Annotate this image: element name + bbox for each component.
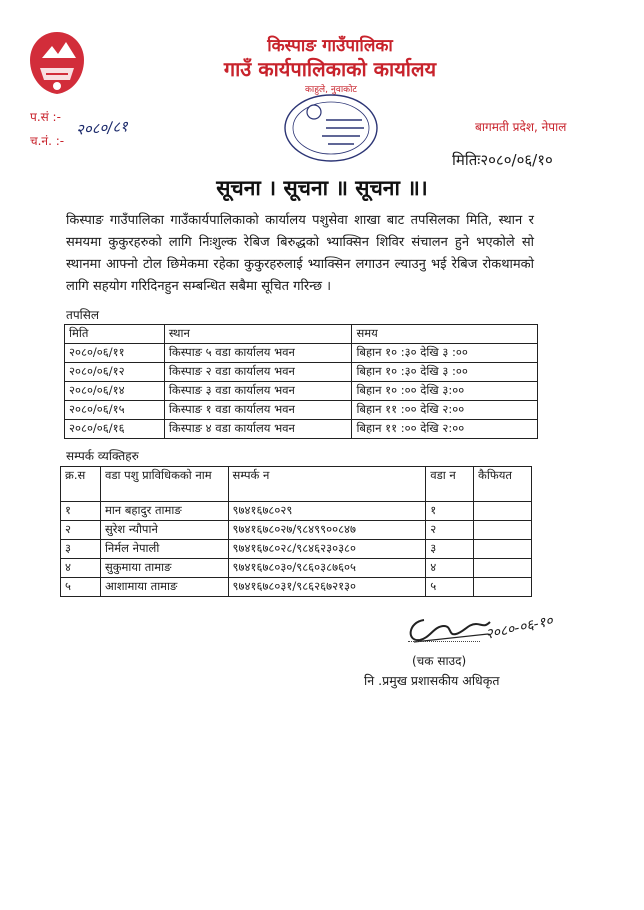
remarks-cell bbox=[474, 578, 532, 597]
phone-cell: ९७४१६७८०३०/९८६०३८७६०५ bbox=[228, 559, 426, 578]
table-header-row bbox=[65, 325, 538, 344]
table-row bbox=[65, 363, 538, 382]
header-cell: स्थान bbox=[164, 325, 352, 344]
ward-cell: ५ bbox=[426, 578, 474, 597]
table-header-row bbox=[61, 467, 532, 502]
contacts-table bbox=[60, 466, 532, 597]
signature-date: २०८०-०६-१० bbox=[484, 613, 555, 643]
header-cell: वडा पशु प्राविधिकको नाम bbox=[100, 467, 228, 502]
ward-cell: ४ bbox=[426, 559, 474, 578]
office-stamp bbox=[282, 92, 380, 164]
place-cell: किस्पाङ ४ वडा कार्यालय भवन bbox=[164, 420, 352, 439]
signer-title: नि .प्रमुख प्रशासकीय अधिकृत bbox=[364, 673, 500, 688]
phone-cell: ९७४१६७८०२९ bbox=[228, 502, 426, 521]
place-cell: किस्पाङ १ वडा कार्यालय भवन bbox=[164, 401, 352, 420]
header-cell: क्र.स bbox=[61, 467, 101, 502]
date-cell: २०८०/०६/१२ bbox=[65, 363, 165, 382]
serial-cell: १ bbox=[61, 502, 101, 521]
time-cell: बिहान ११ :०० देखि २:०० bbox=[352, 420, 538, 439]
header-cell: सम्पर्क न bbox=[228, 467, 426, 502]
ps-label: प.सं :- bbox=[30, 110, 61, 124]
chn-handwritten-value: २०८०/८१ bbox=[75, 117, 129, 139]
serial-cell: ३ bbox=[61, 540, 101, 559]
place-cell: किस्पाङ २ वडा कार्यालय भवन bbox=[164, 363, 352, 382]
date-cell: २०८०/०६/११ bbox=[65, 344, 165, 363]
schedule-table bbox=[64, 324, 538, 439]
signer-name: (चक साउद) bbox=[412, 654, 467, 668]
place-cell: किस्पाङ ३ वडा कार्यालय भवन bbox=[164, 382, 352, 401]
remarks-cell bbox=[474, 540, 532, 559]
ward-cell: २ bbox=[426, 521, 474, 540]
notice-body: किस्पाङ गाउँपालिका गाउँकार्यपालिकाको कार्यालय पशुसेवा शाखा बाट तपसिलका मिति, स्थान र समयमा कुकुरहरुको लागि निःशुल्क रेबिज बिरुद्धको भ्याक्सिन शिविर संचालन हुने भएकोले सो स्थानमा आफ्नो टोल छिमेकमा रहेका कुकुरहरुलाई भ्याक्सिन लगाउन ल्याउनु भई रेबिज रोकथामको लागि सहयोग गरिदिनहुन सम्बन्धित सबैमा सूचित गरिन्छ । bbox=[66, 213, 534, 294]
signature-line bbox=[408, 641, 480, 642]
name-cell: मान बहादुर तामाङ bbox=[100, 502, 228, 521]
serial-cell: ४ bbox=[61, 559, 101, 578]
table-row bbox=[61, 578, 532, 597]
schedule-label: तपसिल bbox=[66, 308, 100, 322]
table-row bbox=[61, 502, 532, 521]
contacts-label: सम्पर्क व्यक्तिहरु bbox=[66, 449, 139, 463]
time-cell: बिहान १० :३० देखि ३ :०० bbox=[352, 344, 538, 363]
table-row bbox=[61, 559, 532, 578]
date-cell: २०८०/०६/१५ bbox=[65, 401, 165, 420]
serial-cell: ५ bbox=[61, 578, 101, 597]
name-cell: सुकुमाया तामाङ bbox=[100, 559, 228, 578]
name-cell: आशामाया तामाङ bbox=[100, 578, 228, 597]
table-row bbox=[61, 521, 532, 540]
table-row bbox=[65, 401, 538, 420]
time-cell: बिहान १० :३० देखि ३ :०० bbox=[352, 363, 538, 382]
province: बागमती प्रदेश, नेपाल bbox=[475, 120, 567, 134]
office-name: गाउँ कार्यपालिकाको कार्यालय bbox=[223, 57, 437, 81]
phone-cell: ९७४१६७८०२८/९८४६२३०३८० bbox=[228, 540, 426, 559]
serial-cell: २ bbox=[61, 521, 101, 540]
ward-cell: ३ bbox=[426, 540, 474, 559]
ward-cell: १ bbox=[426, 502, 474, 521]
place-cell: किस्पाङ ५ वडा कार्यालय भवन bbox=[164, 344, 352, 363]
table-row bbox=[65, 420, 538, 439]
remarks-cell bbox=[474, 559, 532, 578]
remarks-cell bbox=[474, 502, 532, 521]
nepal-emblem-logo bbox=[22, 28, 92, 98]
office-address: काहुले, नुवाकोट bbox=[305, 85, 357, 95]
chn-label: च.नं. :- bbox=[30, 134, 65, 148]
date-cell: २०८०/०६/१६ bbox=[65, 420, 165, 439]
header-cell: कैफियत bbox=[474, 467, 532, 502]
remarks-cell bbox=[474, 521, 532, 540]
header-cell: वडा न bbox=[426, 467, 474, 502]
name-cell: निर्मल नेपाली bbox=[100, 540, 228, 559]
table-row bbox=[61, 540, 532, 559]
time-cell: बिहान १० :०० देखि ३:०० bbox=[352, 382, 538, 401]
header-cell: समय bbox=[352, 325, 538, 344]
notice-title: सूचना । सूचना ॥ सूचना ॥। bbox=[216, 176, 428, 200]
header-cell: मिति bbox=[65, 325, 165, 344]
phone-cell: ९७४१६७८०२७/९८४९९००८४७ bbox=[228, 521, 426, 540]
notice-date: मितिः२०८०/०६/१० bbox=[452, 151, 553, 169]
table-row bbox=[65, 382, 538, 401]
org-name: किस्पाङ गाउँपालिका bbox=[267, 36, 393, 56]
name-cell: सुरेश न्यौपाने bbox=[100, 521, 228, 540]
phone-cell: ९७४१६७८०३१/९८६२६७२१३० bbox=[228, 578, 426, 597]
date-cell: २०८०/०६/१४ bbox=[65, 382, 165, 401]
table-row bbox=[65, 344, 538, 363]
time-cell: बिहान ११ :०० देखि २:०० bbox=[352, 401, 538, 420]
